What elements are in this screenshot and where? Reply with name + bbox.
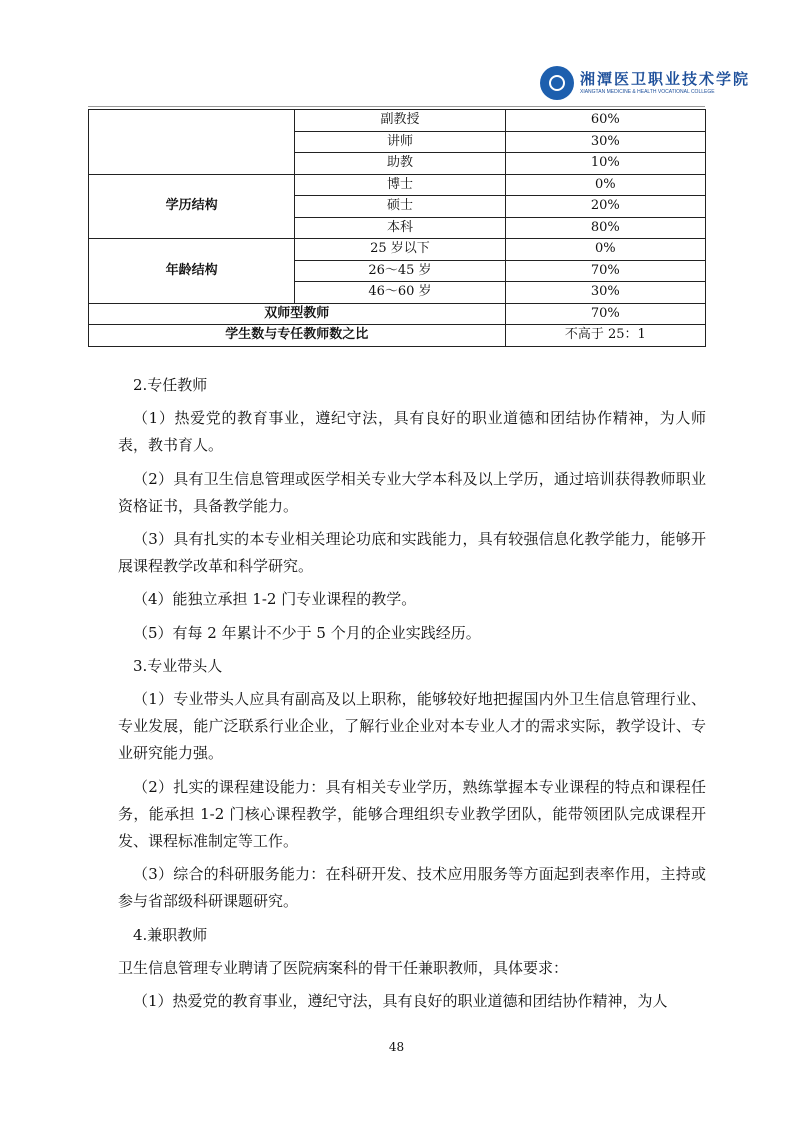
table-row: 本科 80%	[89, 217, 706, 239]
paragraph: （1）热爱党的教育事业，遵纪守法，具有良好的职业道德和团结协作精神，为人	[133, 992, 668, 1011]
logo-chinese-name: 湘潭医卫职业技术学院	[580, 70, 751, 88]
education-label: 学历结构	[89, 174, 295, 239]
table-row: 副教授 60%	[89, 110, 706, 132]
table-row: 助教 10%	[89, 153, 706, 175]
section-heading: 4.兼职教师	[133, 925, 208, 944]
ratio-label: 学生数与专任教师数之比	[89, 325, 506, 347]
table-row: 年龄结构 25 岁以下 0%	[89, 239, 706, 261]
paragraph: （2）扎实的课程建设能力：具有相关专业学历，熟练掌握本专业课程的特点和课程任务，能承担 1-2 门核心课程教学，能够合理组织专业教学团队，能带领团队完成课程开发、课程标准制定等工作。	[118, 777, 706, 851]
paragraph: （1）热爱党的教育事业，遵纪守法，具有良好的职业道德和团结协作精神，为人师表，教书育人。	[118, 409, 706, 455]
table-row: 46～60 岁 30%	[89, 282, 706, 304]
paragraph: （1）专业带头人应具有副高及以上职称，能够较好地把握国内外卫生信息管理行业、专业发展，能广泛联系行业企业，了解行业企业对本专业人才的需求实际，教学设计、专业研究能力强。	[118, 690, 706, 763]
college-seal-icon	[540, 66, 574, 100]
paragraph: 卫生信息管理专业聘请了医院病案科的骨干任兼职教师，具体要求：	[118, 958, 569, 977]
table-row: 讲师 30%	[89, 131, 706, 153]
page-number: 48	[388, 1040, 405, 1054]
faculty-structure-table	[88, 109, 706, 347]
paragraph: （4）能独立承担 1-2 门专业课程的教学。	[133, 590, 417, 609]
logo-english-name: XIANGTAN MEDICINE & HEALTH VOCATIONAL COLLEGE	[580, 89, 715, 95]
age-label: 年龄结构	[89, 239, 295, 304]
college-logo	[540, 64, 751, 104]
paragraph: （3）综合的科研服务能力：在科研开发、技术应用服务等方面起到表率作用，主持或参与省部级科研课题研究。	[118, 865, 706, 911]
section-heading: 2.专任教师	[133, 376, 208, 394]
dual-teacher-label: 双师型教师	[89, 303, 506, 325]
paragraph: （2）具有卫生信息管理或医学相关专业大学本科及以上学历，通过培训获得教师职业资格证书，具备教学能力。	[118, 469, 706, 515]
paragraph: （3）具有扎实的本专业相关理论功底和实践能力，具有较强信息化教学能力，能够开展课程教学改革和科学研究。	[118, 530, 706, 576]
table-row: 学生数与专任教师数之比 不高于 25：1	[89, 325, 706, 347]
table-row: 26～45 岁 70%	[89, 260, 706, 282]
body-text	[118, 372, 706, 1021]
table-row: 学历结构 博士 0%	[89, 174, 706, 196]
paragraph: （5）有每 2 年累计不少于 5 个月的企业实践经历。	[133, 623, 481, 642]
header-divider	[88, 106, 705, 107]
table-row: 硕士 20%	[89, 196, 706, 218]
section-heading: 3.专业带头人	[133, 656, 223, 675]
table-row: 双师型教师 70%	[89, 303, 706, 325]
